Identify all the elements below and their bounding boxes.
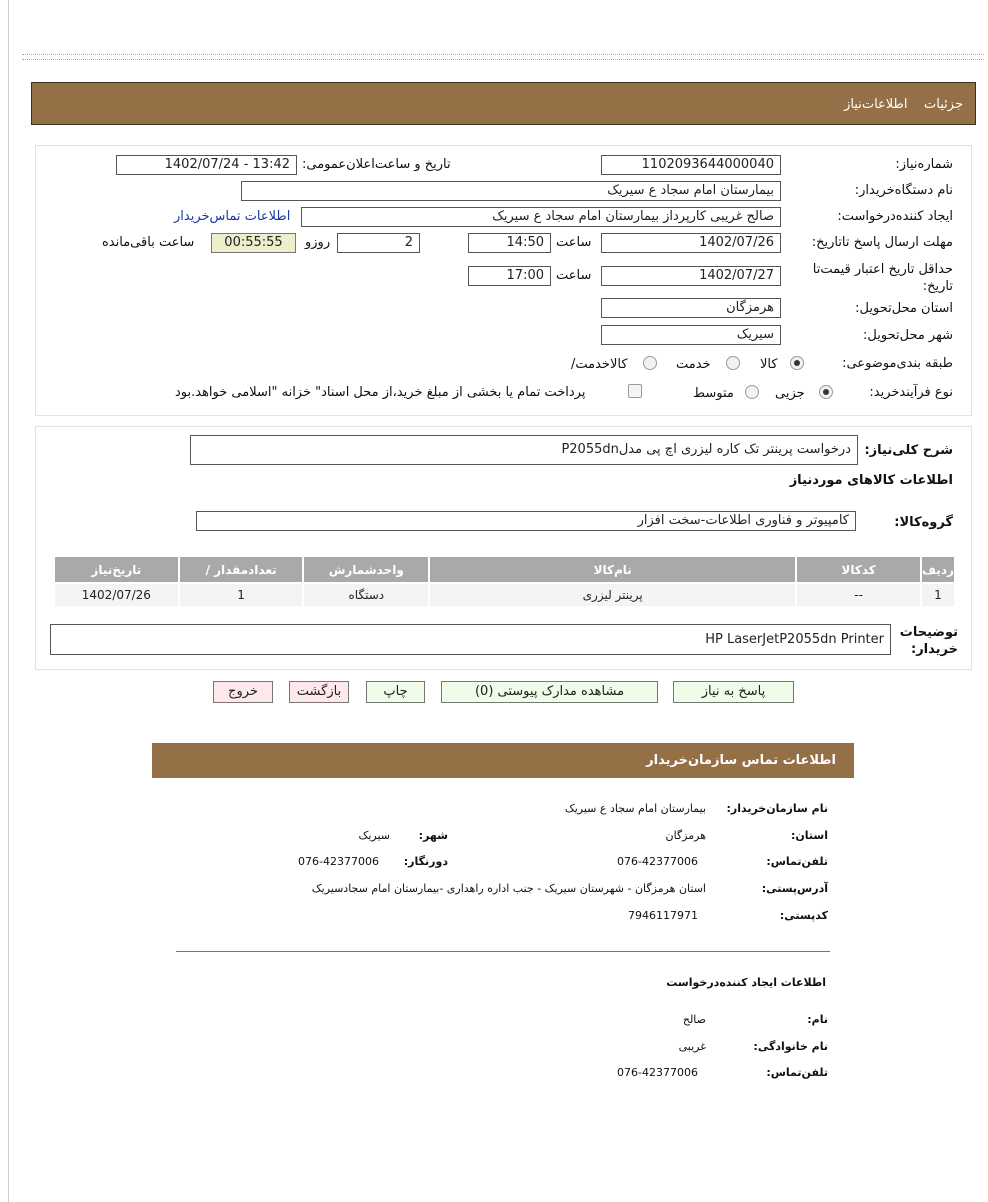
deadline-time-label: ساعت <box>556 235 592 250</box>
province-field: هرمزگان <box>601 298 781 318</box>
attachments-button[interactable]: مشاهده مدارک پیوستی (0) <box>441 681 658 703</box>
city-label: شهر محل‌تحویل: <box>863 328 953 343</box>
remaining-label: ساعت باقی‌مانده <box>102 235 195 250</box>
category-radio-service[interactable] <box>726 356 740 370</box>
creator-info-title: اطلاعات ایجاد کننده‌درخواست <box>666 976 826 989</box>
buyer-org-label: نام دستگاه‌خریدار: <box>854 183 953 198</box>
need-number-label: شماره‌نیاز: <box>895 157 953 172</box>
process-radio-medium[interactable] <box>745 385 759 399</box>
process-radio-minor[interactable] <box>819 385 833 399</box>
col-code: کدکالا <box>797 557 920 582</box>
treasury-payment-checkbox[interactable] <box>628 384 642 398</box>
creator-name-label: نام: <box>807 1013 828 1026</box>
category-option-goods-service: کالا‌خدمت/ <box>571 357 628 372</box>
creator-label: ایجاد کننده‌درخواست: <box>837 209 953 224</box>
tab-details[interactable]: جزئیات <box>924 97 963 112</box>
category-radio-goods-service[interactable] <box>643 356 657 370</box>
contact-fax-value: 076-42377006 <box>298 855 379 868</box>
need-number-field: 1102093644000040 <box>601 155 781 175</box>
cell-code: -- <box>797 584 920 606</box>
contact-city-value: سیریک <box>358 829 390 842</box>
creator-phone-value: 076-42377006 <box>617 1066 698 1079</box>
cell-name: پرینتر لیزری <box>430 584 795 606</box>
contact-divider <box>176 951 830 952</box>
items-table-header-row <box>55 557 954 582</box>
contact-province-value: هرمزگان <box>665 829 706 842</box>
city-field: سیریک <box>601 325 781 345</box>
back-button[interactable]: بازگشت <box>289 681 349 703</box>
contact-phone-value: 076-42377006 <box>617 855 698 868</box>
goods-group-label: گروه‌کالا: <box>894 515 953 530</box>
description-label: شرح کلی‌نیاز: <box>864 443 953 458</box>
top-dotted-divider <box>22 54 984 60</box>
items-table <box>53 555 956 608</box>
details-header-bar <box>31 82 976 125</box>
col-name: نام‌کالا <box>430 557 795 582</box>
deadline-date-field: 1402/07/26 <box>601 233 781 253</box>
org-name-value: بیمارستان امام سجاد ع سیریک <box>564 802 706 815</box>
contact-province-label: استان: <box>791 829 828 842</box>
description-field: درخواست پرینتر تک کاره لیزری اچ پی مدلP2055dn <box>190 435 858 465</box>
province-label: استان محل‌تحویل: <box>855 301 953 316</box>
category-label: طبقه بندی‌موضوعی: <box>842 356 953 371</box>
exit-button[interactable]: خروج <box>213 681 273 703</box>
announce-field: 1402/07/24 - 13:42 <box>116 155 297 175</box>
category-option-goods: کالا <box>760 357 778 372</box>
table-row <box>55 584 954 606</box>
col-row: ردیف <box>922 557 954 582</box>
category-option-service: خدمت <box>676 357 711 372</box>
creator-family-value: غریبی <box>678 1040 706 1053</box>
cell-need-date: 1402/07/26 <box>55 584 178 606</box>
cell-quantity: 1 <box>180 584 303 606</box>
validity-date-field: 1402/07/27 <box>601 266 781 286</box>
items-table-wrap <box>53 555 956 608</box>
col-quantity: تعداد‌مقدار / <box>180 557 303 582</box>
contact-city-label: شهر: <box>418 829 448 842</box>
deadline-label: مهلت ارسال پاسخ تا‌تاریخ: <box>811 235 953 250</box>
creator-field: صالح غریبی کارپرداز بیمارستان امام سجاد ع سیریک <box>301 207 781 227</box>
buyer-org-field: بیمارستان امام سجاد ع سیریک <box>241 181 781 201</box>
col-need-date: تاریخ‌نیاز <box>55 557 178 582</box>
col-unit: واحد‌شمارش <box>304 557 428 582</box>
days-field: 2 <box>337 233 420 253</box>
header-title <box>844 97 963 112</box>
buyer-notes-field: HP LaserJetP2055dn Printer <box>50 624 891 655</box>
reply-button[interactable]: پاسخ به نیاز <box>673 681 794 703</box>
buyer-notes-label: توضیحات خریدار: <box>899 625 958 657</box>
creator-phone-label: تلفن‌تماس: <box>766 1066 828 1079</box>
print-button[interactable]: چاپ <box>366 681 425 703</box>
buyer-contact-link[interactable]: اطلاعات تماس‌خریدار <box>174 209 291 224</box>
treasury-payment-note: پرداخت تمام یا بخشی از مبلغ خرید،از محل اسناد" خزانه "اسلامی خواهد.بود <box>175 385 586 400</box>
contact-phone-label: تلفن‌تماس: <box>766 855 828 868</box>
creator-family-label: نام خانوادگی: <box>753 1040 828 1053</box>
announce-label: تاریخ و ساعت‌اعلان‌عمومی: <box>302 157 451 172</box>
process-option-medium: متوسط <box>693 386 734 401</box>
validity-time-field: 17:00 <box>468 266 551 286</box>
goods-group-field: کامپیوتر و فناوری اطلاعات-سخت افزار <box>196 511 856 531</box>
creator-name-value: صالح <box>682 1013 706 1026</box>
contact-postal-value: 7946117971 <box>628 909 698 922</box>
org-name-label: نام سازمان‌خریدار: <box>726 802 828 815</box>
goods-info-title: اطلاعات کالاهای مورد‌نیاز <box>789 473 953 488</box>
process-label: نوع فرآیند‌خرید: <box>869 385 953 400</box>
contact-title: اطلاعات تماس سازمان‌خریدار <box>646 753 836 768</box>
process-option-minor: جزیی <box>775 386 805 401</box>
cell-row: 1 <box>922 584 954 606</box>
category-radio-goods[interactable] <box>790 356 804 370</box>
contact-header-bar <box>152 743 854 778</box>
contact-address-value: استان هرمزگان - شهرستان سیریک - جنب اداره راهداری -بیمارستان امام سجادسیریک <box>311 882 706 895</box>
page-left-border <box>8 0 9 1202</box>
contact-postal-label: کد‌پستی: <box>779 909 828 922</box>
tab-need-info[interactable]: اطلاعات‌نیاز <box>844 97 908 112</box>
validity-label: حداقل تاریخ اعتبار قیمت‌تا تاریخ: <box>812 262 953 294</box>
days-label: روزو <box>305 235 331 250</box>
validity-time-label: ساعت <box>556 268 592 283</box>
deadline-time-field: 14:50 <box>468 233 551 253</box>
contact-fax-label: دورنگار: <box>403 855 448 868</box>
remaining-timer: 00:55:55 <box>211 233 296 253</box>
cell-unit: دستگاه <box>304 584 428 606</box>
contact-address-label: آدرس‌پستی: <box>761 882 828 895</box>
